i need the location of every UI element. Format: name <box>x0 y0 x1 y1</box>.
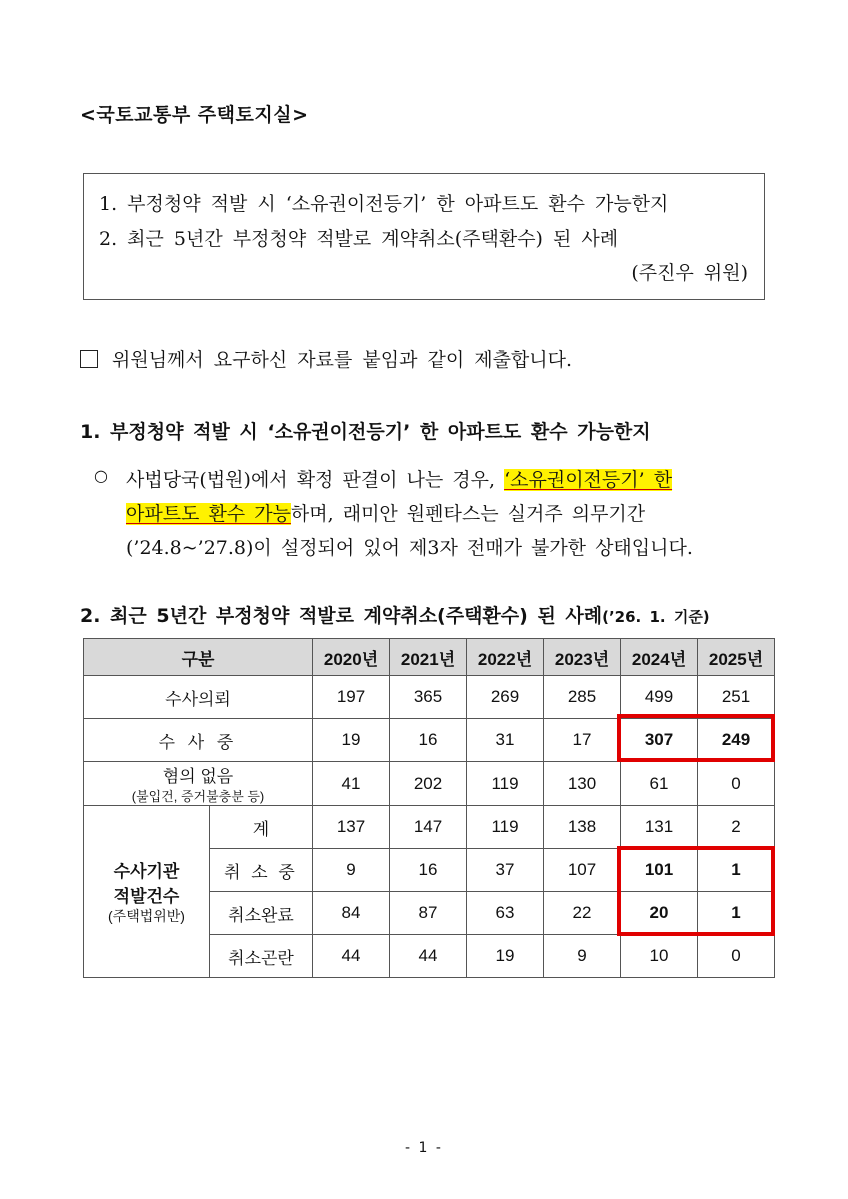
group-label <box>84 806 210 978</box>
section-1-line-1 <box>126 465 672 492</box>
row-label: 수사의뢰 <box>84 676 313 719</box>
table-cell: 22 <box>544 892 621 935</box>
table-cell: 16 <box>390 719 467 762</box>
table-cell: 84 <box>313 892 390 935</box>
header-category: 구분 <box>84 639 313 676</box>
header-year: 2023년 <box>544 639 621 676</box>
question-2: 2. 최근 5년간 부정청약 적발로 계약취소(주택환수) 된 사례 <box>99 228 619 250</box>
table-cell: 1 <box>698 849 775 892</box>
section-2-title-text: 2. 최근 5년간 부정청약 적발로 계약취소(주택환수) 된 사례 <box>80 605 603 627</box>
table-cell: 365 <box>390 676 467 719</box>
table-cell: 44 <box>313 935 390 978</box>
table-cell: 0 <box>698 935 775 978</box>
table-header-row <box>84 639 775 676</box>
bullet-icon: ○ <box>94 466 108 485</box>
table-cell: 1 <box>698 892 775 935</box>
table-cell: 37 <box>467 849 544 892</box>
page-number: - 1 - <box>405 1140 443 1156</box>
table-cell: 9 <box>313 849 390 892</box>
header-year: 2025년 <box>698 639 775 676</box>
section-2-title <box>80 601 710 628</box>
table-cell: 16 <box>390 849 467 892</box>
table-cell: 307 <box>621 719 698 762</box>
table-cell: 197 <box>313 676 390 719</box>
table-cell: 0 <box>698 762 775 806</box>
highlight-box-cancellations <box>617 846 775 936</box>
subrow-label: 취 소 중 <box>210 849 313 892</box>
question-member: (주진우 위원) <box>631 262 748 284</box>
submit-text: 위원님께서 요구하신 자료를 붙임과 같이 제출합니다. <box>112 349 573 371</box>
section-2-ref: (’26. 1. 기준) <box>602 608 710 626</box>
table-cell: 499 <box>621 676 698 719</box>
table-cell: 202 <box>390 762 467 806</box>
table-cell: 285 <box>544 676 621 719</box>
group-label-line-1: 수사기관 <box>113 862 180 881</box>
table-cell: 63 <box>467 892 544 935</box>
table-cell: 101 <box>621 849 698 892</box>
header-year: 2024년 <box>621 639 698 676</box>
section-1-line-2 <box>126 499 645 526</box>
highlight-box-under-investigation <box>617 714 775 762</box>
table-cell: 147 <box>390 806 467 849</box>
table-cell: 249 <box>698 719 775 762</box>
table-cell: 61 <box>621 762 698 806</box>
group-label-sub: (주택법위반) <box>108 908 185 924</box>
row-label <box>84 762 313 806</box>
table-cell: 20 <box>621 892 698 935</box>
checkbox-icon <box>80 350 98 368</box>
subrow-label: 취소완료 <box>210 892 313 935</box>
row-label: 수 사 중 <box>84 719 313 762</box>
table-cell: 138 <box>544 806 621 849</box>
table-cell: 17 <box>544 719 621 762</box>
subrow-label: 취소곤란 <box>210 935 313 978</box>
table-cell: 10 <box>621 935 698 978</box>
question-1: 1. 부정청약 적발 시 ‘소유권이전등기’ 한 아파트도 환수 가능한지 <box>99 193 669 215</box>
table-row <box>84 676 775 719</box>
table-cell: 130 <box>544 762 621 806</box>
table-cell: 2 <box>698 806 775 849</box>
subrow-label: 계 <box>210 806 313 849</box>
highlight-text-2: 아파트도 환수 가능 <box>126 503 291 525</box>
table-cell: 31 <box>467 719 544 762</box>
submit-line <box>80 345 572 372</box>
table-cell: 19 <box>313 719 390 762</box>
group-label-line-2: 적발건수 <box>113 887 180 906</box>
table-cell: 9 <box>544 935 621 978</box>
highlight-text-1: ‘소유권이전등기’ 한 <box>504 469 673 491</box>
table-cell: 137 <box>313 806 390 849</box>
section-1-line-3: (’24.8~’27.8)이 설정되어 있어 제3자 전매가 불가한 상태입니다. <box>126 537 693 559</box>
table-row <box>84 806 775 849</box>
row-label-main: 혐의 없음 <box>162 767 234 786</box>
header-year: 2021년 <box>390 639 467 676</box>
table-cell: 119 <box>467 806 544 849</box>
table-cell: 131 <box>621 806 698 849</box>
header-year: 2022년 <box>467 639 544 676</box>
header-year: 2020년 <box>313 639 390 676</box>
table-cell: 269 <box>467 676 544 719</box>
table-cell: 107 <box>544 849 621 892</box>
section-1-title: 1. 부정청약 적발 시 ‘소유권이전등기’ 한 아파트도 환수 가능한지 <box>80 421 651 443</box>
table-cell: 87 <box>390 892 467 935</box>
table-row <box>84 762 775 806</box>
question-box <box>83 173 765 300</box>
table-cell: 251 <box>698 676 775 719</box>
table-cell: 19 <box>467 935 544 978</box>
row-label-sub: (불입건, 증거불충분 등) <box>131 789 265 804</box>
table-cell: 119 <box>467 762 544 806</box>
table-cell: 44 <box>390 935 467 978</box>
line-1-text: 사법당국(법원)에서 확정 판결이 나는 경우, <box>126 469 505 491</box>
line-2-text: 하며, 래미안 원펜타스는 실거주 의무기간 <box>290 503 646 525</box>
org-title: <국토교통부 주택토지실> <box>80 104 309 126</box>
table-cell: 41 <box>313 762 390 806</box>
